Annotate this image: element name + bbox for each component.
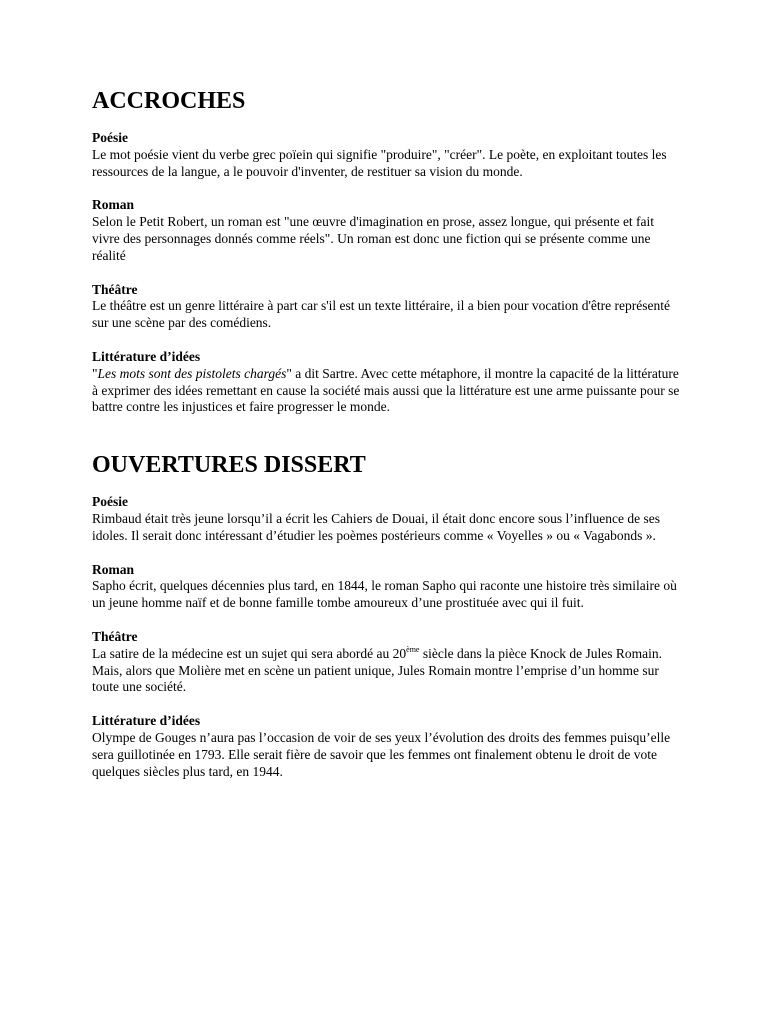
section-ouvertures-dissert	[92, 450, 682, 780]
block-title: Roman	[92, 197, 135, 213]
block-text	[92, 646, 682, 696]
quote-text: Les mots sont des pistolets chargés	[97, 365, 287, 381]
block-title: Roman	[92, 561, 135, 577]
block-roman	[92, 562, 682, 612]
block-title: Littérature d’idées	[92, 713, 201, 729]
block-text: Selon le Petit Robert, un roman est "une œuvre d'imagination en prose, assez longue, qui présente et fait vivre des personnages donnés comme réels". Un roman est donc une fiction qui se présente comme une réalité	[92, 214, 655, 263]
block-text: Le mot poésie vient du verbe grec poïein qui signifie "produire", "créer". Le poète, en exploitant toutes les ressources de la langue, a le pouvoir d'inventer, de restituer sa vision du monde.	[92, 146, 667, 179]
block-theatre	[92, 282, 682, 332]
block-poesie	[92, 130, 682, 180]
block-text: Olympe de Gouges n’aura pas l’occasion de voir de ses yeux l’évolution des droits des femmes puisqu’elle sera guillotinée en 1793. Elle serait fière de savoir que les femmes ont finalement obtenu le droit de vote quelques siècles plus tard, en 1944.	[92, 729, 671, 779]
block-text: Rimbaud était très jeune lorsqu’il a écrit les Cahiers de Douai, il était donc encore sous l’influence de ses idoles. Il serait donc intéressant d’étudier les poèmes postérieurs comme « Voyelles » ou « Vagabonds ».	[92, 510, 660, 543]
quote-close: "	[286, 365, 292, 381]
section-accroches	[92, 86, 682, 416]
section-title: ACCROCHES	[92, 88, 246, 114]
block-litterature-idees	[92, 713, 682, 780]
block-title: Littérature d’idées	[92, 348, 201, 364]
quote-open: "	[92, 365, 98, 381]
superscript: ème	[406, 644, 420, 654]
document-page	[92, 86, 682, 797]
block-roman	[92, 197, 682, 264]
block-theatre	[92, 629, 682, 696]
block-litterature-idees	[92, 349, 682, 416]
block-text-after: siècle dans la pièce Knock de Jules Romain. Mais, alors que Molière met en scène un patient unique, Jules Romain montre l’emprise d’un homme sur toute une société.	[92, 645, 663, 695]
section-title: OUVERTURES DISSERT	[92, 452, 366, 479]
block-text: Le théâtre est un genre littéraire à part car s'il est un texte littéraire, il a bien pour vocation d'être représenté sur une scène par des comédiens.	[92, 298, 670, 331]
block-title: Poésie	[92, 494, 128, 510]
block-text-body: a dit Sartre. Avec cette métaphore, il montre la capacité de la littérature à exprimer des idées remettant en cause la société mais aussi que la littérature est une arme puissante pour se battre contre les injustices et faire progresser le monde.	[92, 365, 680, 415]
block-poesie	[92, 494, 682, 544]
block-text	[92, 366, 682, 416]
block-title: Poésie	[92, 130, 128, 145]
block-title: Théâtre	[92, 281, 138, 297]
block-text-before: La satire de la médecine est un sujet qui sera abordé au 20	[92, 645, 407, 661]
block-title: Théâtre	[92, 628, 138, 644]
block-text: Sapho écrit, quelques décennies plus tard, en 1844, le roman Sapho qui raconte une histoire très similaire où un jeune homme naïf et de bonne famille tombe amoureux d’une prostituée avec qui il fuit.	[92, 578, 677, 611]
